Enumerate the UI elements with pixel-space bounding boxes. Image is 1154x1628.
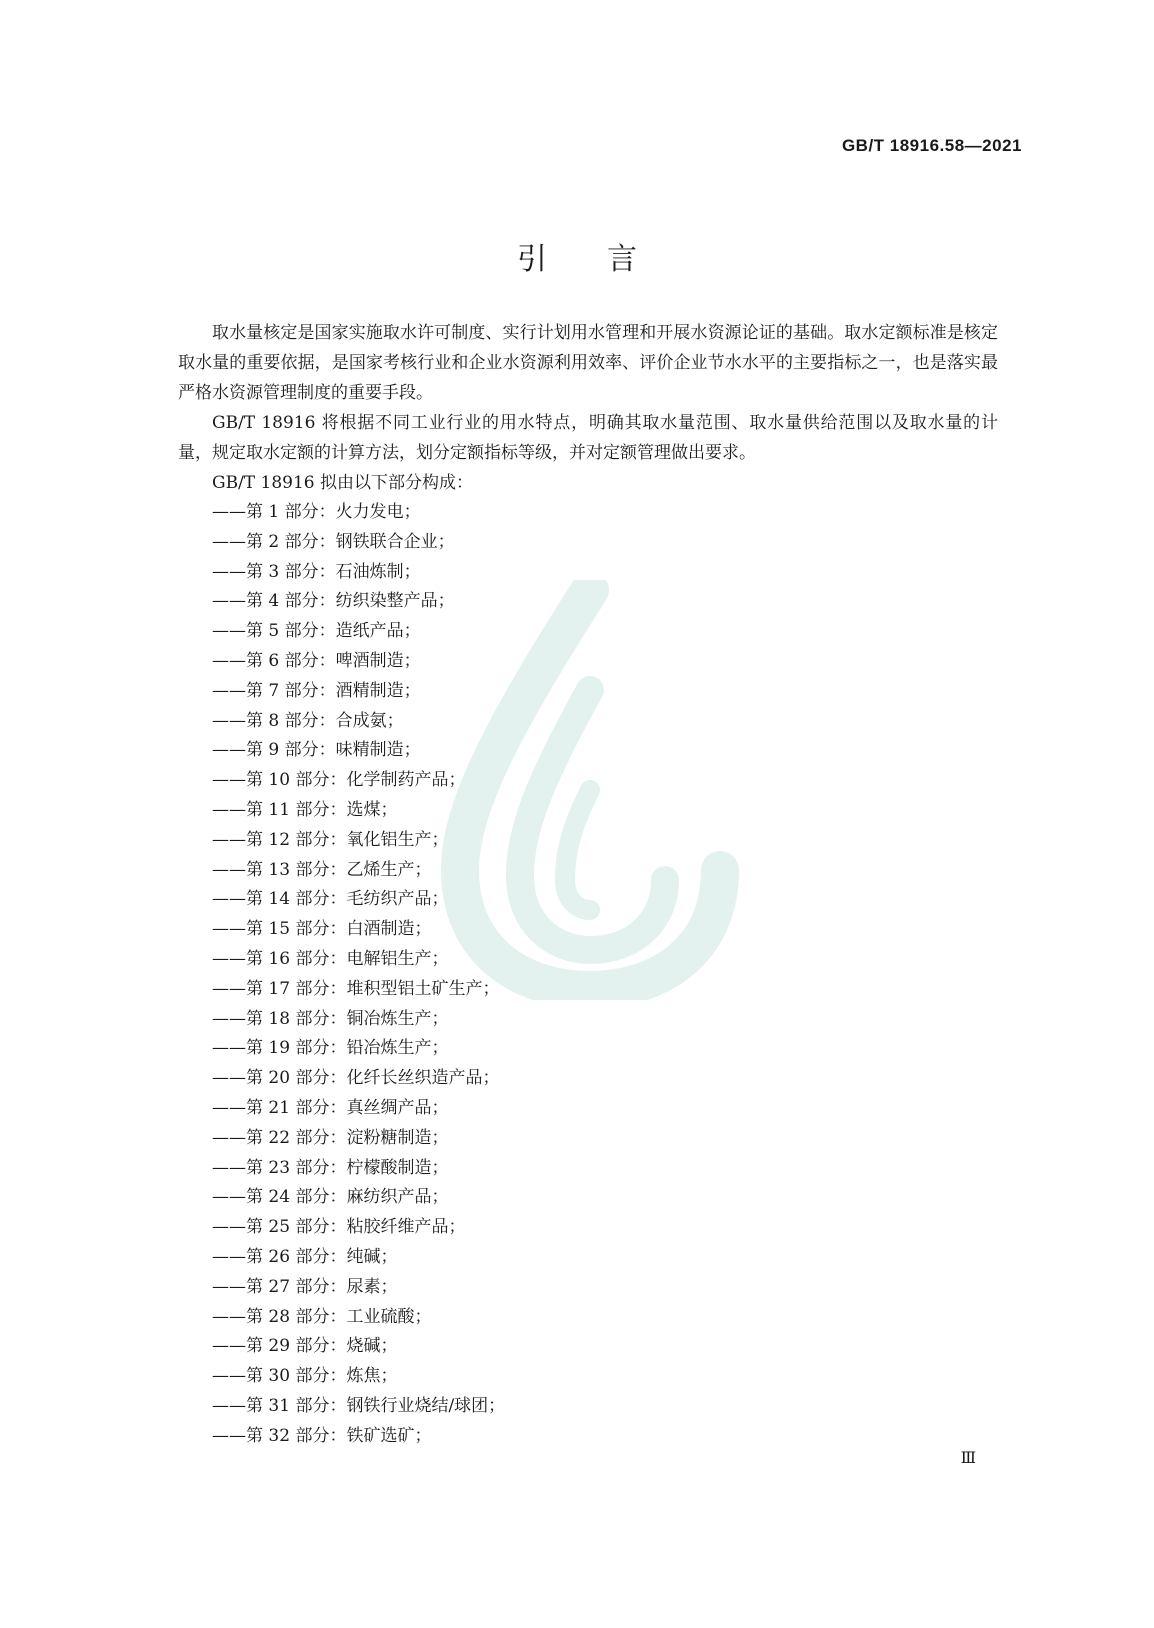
list-item: ——第 29 部分：烧碱； xyxy=(212,1336,398,1357)
list-item: ——第 25 部分：粘胶纤维产品； xyxy=(212,1217,466,1238)
list-item: ——第 21 部分：真丝绸产品； xyxy=(212,1097,449,1118)
list-item: ——第 11 部分：选煤； xyxy=(212,799,398,820)
list-item: ——第 17 部分：堆积型铝土矿生产； xyxy=(212,978,500,999)
list-item: ——第 13 部分：乙烯生产； xyxy=(212,859,432,880)
parts-list xyxy=(178,498,998,1452)
list-item: ——第 26 部分：纯碱； xyxy=(212,1246,398,1267)
list-item: ——第 5 部分：造纸产品； xyxy=(212,621,421,642)
page-title: 引言 xyxy=(517,242,697,277)
body-text xyxy=(178,318,998,1452)
standard-code: GB/T 18916.58—2021 xyxy=(841,136,1022,155)
list-item: ——第 10 部分：化学制药产品； xyxy=(212,770,466,791)
list-item: ——第 1 部分：火力发电； xyxy=(212,502,421,522)
list-item: ——第 15 部分：白酒制造； xyxy=(212,919,432,940)
list-item: ——第 20 部分：化纤长丝织造产品； xyxy=(212,1068,500,1089)
list-item: ——第 31 部分：钢铁行业烧结/球团； xyxy=(212,1395,506,1416)
list-item: ——第 8 部分：合成氨； xyxy=(212,710,404,731)
list-item: ——第 12 部分：氧化铝生产； xyxy=(212,829,449,850)
list-item: ——第 24 部分：麻纺织产品； xyxy=(212,1187,449,1208)
list-item: ——第 18 部分：铜冶炼生产； xyxy=(212,1008,449,1029)
list-item: ——第 27 部分：尿素； xyxy=(212,1276,398,1297)
list-item: ——第 2 部分：钢铁联合企业； xyxy=(212,531,455,552)
list-item: ——第 3 部分：石油炼制； xyxy=(212,561,421,582)
list-item: ——第 7 部分：酒精制造； xyxy=(212,680,421,701)
list-item: ——第 23 部分：柠檬酸制造； xyxy=(212,1157,449,1178)
intro-paragraph-1: 取水量核定是国家实施取水许可制度、实行计划用水管理和开展水资源论证的基础。取水定额标准是核定取水量的重要依据，是国家考核行业和企业水资源利用效率、评价企业节水水平的主要指标之一，也是落实最严格水资源管理制度的重要手段。 xyxy=(178,323,998,403)
list-item: ——第 16 部分：电解铝生产； xyxy=(212,948,449,969)
list-item: ——第 28 部分：工业硫酸； xyxy=(212,1306,432,1327)
intro-paragraph-2: GB/T 18916 将根据不同工业行业的用水特点，明确其取水量范围、取水量供给范围以及取水量的计量，规定取水定额的计算方法，划分定额指标等级，并对定额管理做出要求。 xyxy=(178,413,998,463)
list-item: ——第 14 部分：毛纺织产品； xyxy=(212,889,449,910)
list-item: ——第 9 部分：味精制造； xyxy=(212,740,421,761)
list-item: ——第 4 部分：纺织染整产品； xyxy=(212,591,455,612)
list-item: ——第 32 部分：铁矿选矿； xyxy=(212,1425,432,1446)
list-item: ——第 6 部分：啤酒制造； xyxy=(212,650,421,671)
list-item: ——第 19 部分：铅冶炼生产； xyxy=(212,1038,449,1059)
list-item: ——第 22 部分：淀粉糖制造； xyxy=(212,1127,449,1148)
list-item: ——第 30 部分：炼焦； xyxy=(212,1366,398,1387)
page-number: Ⅲ xyxy=(960,1450,976,1467)
intro-paragraph-3: GB/T 18916 拟由以下部分构成： xyxy=(212,473,474,493)
